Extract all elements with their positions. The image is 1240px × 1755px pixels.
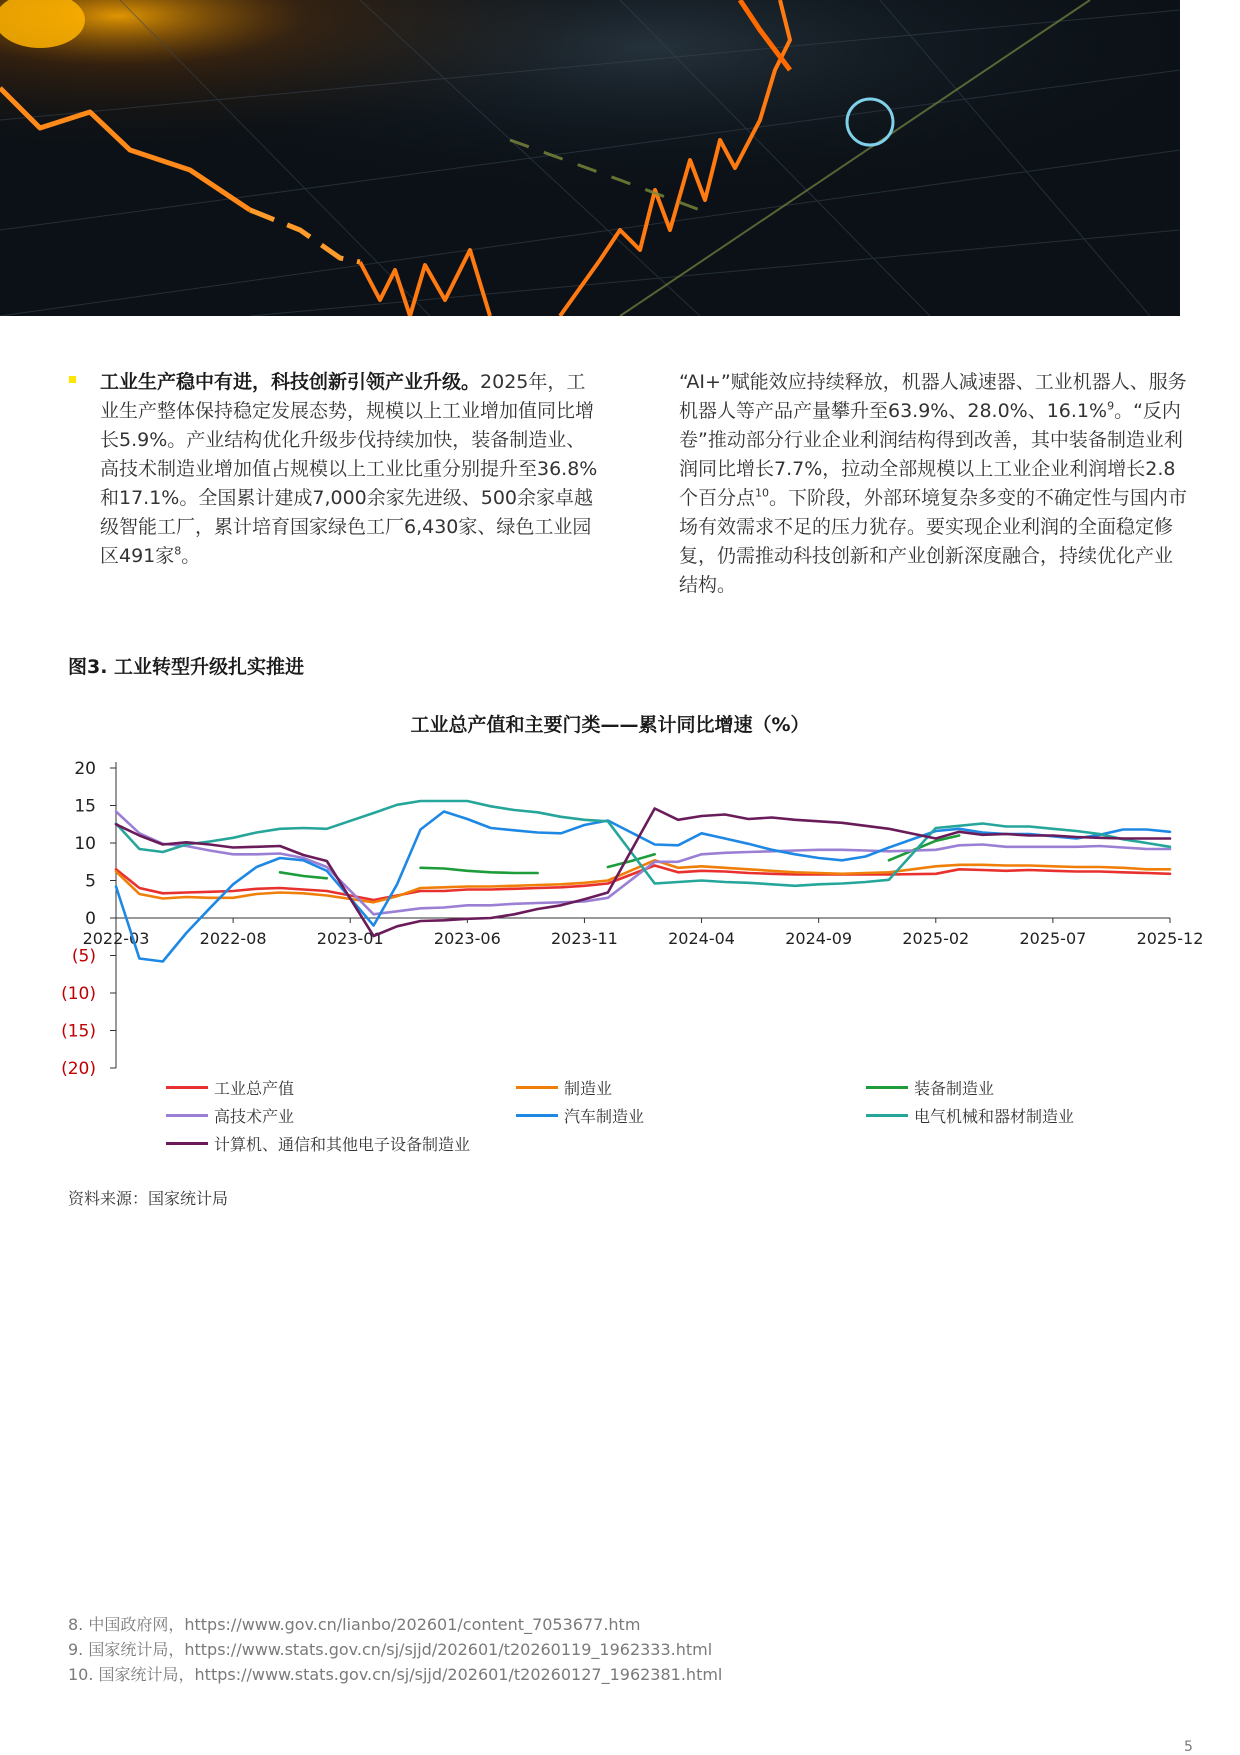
footnote-10: 10. 国家统计局，https://www.stats.gov.cn/sj/sjjd/202601/t20260127_1962381.html xyxy=(68,1665,723,1684)
chart-title: 工业总产值和主要门类——累计同比增速（%） xyxy=(410,714,810,736)
paragraph-part-1: “AI+”赋能效应持续释放，机器人减速器、工业机器人、服务机器人等产品产量攀升至63.9%、28.0%、16.1% xyxy=(679,371,1187,422)
footnote-ref-8: 8 xyxy=(174,544,182,558)
legend-label: 工业总产值 xyxy=(214,1078,295,1098)
footnote-9: 9. 国家统计局，https://www.stats.gov.cn/sj/sjjd/202601/t20260119_1962333.html xyxy=(68,1640,713,1659)
legend-swatch xyxy=(516,1114,558,1117)
legend-label: 电气机械和器材制造业 xyxy=(914,1106,1075,1126)
x-tick-label: 2025-12 xyxy=(1136,929,1204,948)
legend-swatch xyxy=(866,1114,908,1117)
legend-swatch xyxy=(166,1086,208,1089)
x-tick-label: 2025-07 xyxy=(1019,929,1087,948)
legend-item xyxy=(866,1103,1074,1127)
legend-label: 装备制造业 xyxy=(914,1078,995,1098)
y-tick-label: (5) xyxy=(71,946,96,967)
paragraph-part-3: 。下阶段，外部环境复杂多变的不确定性与国内市场有效需求不足的压力犹存。要实现企业利润的全面稳定修复，仍需推动科技创新和产业创新深度融合，持续优化产业结构。 xyxy=(679,487,1188,596)
x-tick-label: 2023-11 xyxy=(551,929,618,948)
y-tick-label: (15) xyxy=(61,1021,96,1042)
footnote-ref-10: 10 xyxy=(755,486,770,500)
legend-item xyxy=(166,1131,470,1155)
legend-label: 计算机、通信和其他电子设备制造业 xyxy=(214,1134,471,1154)
page-number: 5 xyxy=(1184,1739,1193,1755)
paragraph-part-2: 。“反内卷”推动部分行业企业利润结构得到改善，其中装备制造业利润同比增长7.7%，拉动全部规模以上工业企业利润增长2.8个百分点 xyxy=(679,400,1183,509)
legend-swatch xyxy=(166,1142,208,1145)
y-tick-label: 5 xyxy=(85,871,96,892)
x-tick-label: 2023-06 xyxy=(433,929,501,948)
legend-item xyxy=(866,1075,994,1099)
series-line xyxy=(116,801,1170,886)
legend-label: 汽车制造业 xyxy=(564,1106,645,1126)
figure-title: 图3. 工业转型升级扎实推进 xyxy=(68,656,305,678)
paragraph-lead: 工业生产稳中有进，科技创新引领产业升级。 xyxy=(100,371,481,393)
legend-swatch xyxy=(166,1114,208,1117)
legend-label: 制造业 xyxy=(564,1078,613,1098)
paragraph-tail: 。 xyxy=(181,545,201,567)
footnotes xyxy=(68,1612,722,1687)
y-tick-label: (10) xyxy=(61,984,96,1004)
y-tick-label: 20 xyxy=(74,759,96,779)
x-tick-label: 2022-08 xyxy=(199,929,267,948)
x-tick-label: 2025-02 xyxy=(902,929,970,948)
legend-swatch xyxy=(516,1086,558,1089)
y-tick-label: (20) xyxy=(61,1059,96,1079)
y-tick-label: 0 xyxy=(85,909,96,929)
legend-item xyxy=(516,1075,612,1099)
paragraph-body: 2025年，工业生产整体保持稳定发展态势，规模以上工业增加值同比增长5.9%。产业结构优化升级步伐持续加快，装备制造业、高技术制造业增加值占规模以上工业比重分别提升至36.8%和17.1%。全国累计建成7,000余家先进级、500余家卓越级智能工厂，累计培育国家绿色工厂6,430家、绿色工业园区491家 xyxy=(100,371,598,567)
footnote-8: 8. 中国政府网，https://www.gov.cn/lianbo/202601/content_7053677.htm xyxy=(68,1615,641,1634)
source-note: 资料来源：国家统计局 xyxy=(68,1189,229,1208)
x-tick-label: 2022-03 xyxy=(82,929,150,948)
footnote-ref-9: 9 xyxy=(1107,399,1115,413)
x-tick-label: 2023-01 xyxy=(316,929,384,948)
x-tick-label: 2024-09 xyxy=(785,929,853,948)
legend-item xyxy=(166,1075,294,1099)
series-line xyxy=(421,868,538,873)
series-line xyxy=(280,872,327,878)
x-tick-label: 2024-04 xyxy=(668,929,735,948)
y-tick-label: 15 xyxy=(74,796,96,817)
y-tick-label: 10 xyxy=(74,834,96,854)
legend-swatch xyxy=(866,1086,908,1089)
series-line xyxy=(608,854,655,867)
legend-item xyxy=(166,1103,294,1127)
legend-label: 高技术产业 xyxy=(214,1106,295,1126)
legend-item xyxy=(516,1103,644,1127)
